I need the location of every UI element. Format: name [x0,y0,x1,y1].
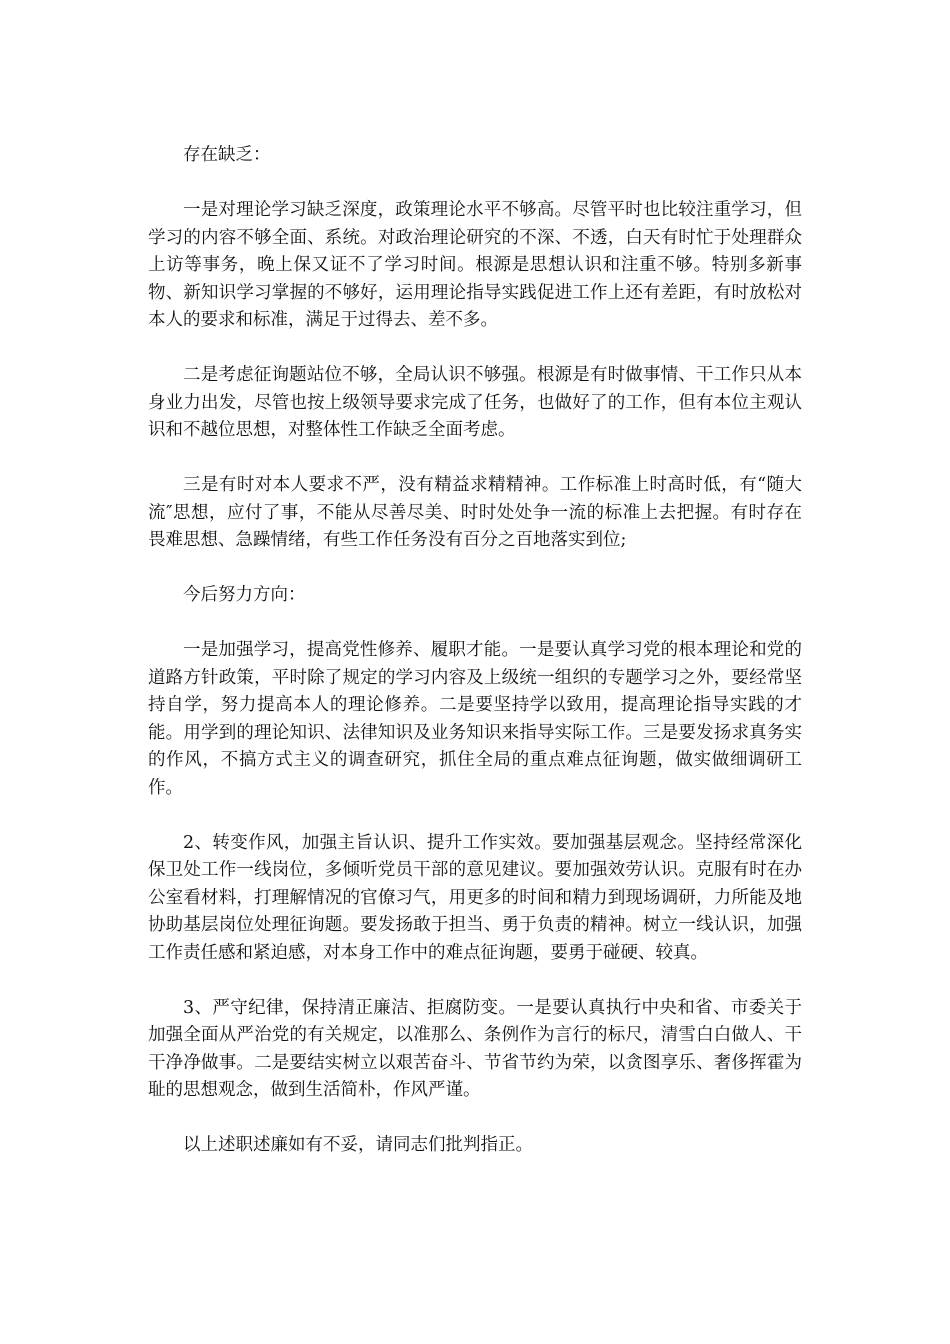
section-heading-direction: 今后努力方向： [183,585,306,605]
paragraph: 三是有时对本人要求不严，没有精益求精精神。工作标准上时高时低，有“随大流″思想，应付了事，不能从尽善尽美、时时处处争一流的标准上去把握。有时存在畏难思想、急躁情绪，有些工作任务没有百分之百地落实到位; [148,475,802,550]
document-body [148,142,802,1187]
paragraph: 3、严守纪律，保持清正廉洁、拒腐防变。一是要认真执行中央和省、市委关于加强全面从严治党的有关规定，以准那么、条例作为言行的标尺，清雪白白做人、干干净净做事。二是要结实树立以艰苦奋斗、节省节约为荣，以贪图享乐、奢侈挥霍为耻的思想观念，做到生活简朴，作风严谨。 [148,997,802,1100]
paragraph: 一是对理论学习缺乏深度，政策理论水平不够高。尽管平时也比较注重学习，但学习的内容不够全面、系统。对政治理论研究的不深、不透，白天有时忙于处理群众上访等事务，晚上保又证不了学习时间。根源是思想认识和注重不够。特别多新事物、新知识学习掌握的不够好，运用理论指导实践促进工作上还有差距，有时放松对本人的要求和标准，满足于过得去、差不多。 [148,200,802,330]
paragraph: 二是考虑征询题站位不够，全局认识不够强。根源是有时做事情、干工作只从本身业力出发，尽管也按上级领导要求完成了任务，也做好了的工作，但有本位主观认识和不越位思想，对整体性工作缺乏全面考虑。 [148,365,802,440]
paragraph: 2、转变作风，加强主旨认识、提升工作实效。要加强基层观念。坚持经常深化保卫处工作一线岗位，多倾听党员干部的意见建议。要加强效劳认识。克服有时在办公室看材料，打理解情况的官僚习气，用更多的时间和精力到现场调研，力所能及地协助基层岗位处理征询题。要发扬敢于担当、勇于负责的精神。树立一线认识，加强工作责任感和紧迫感，对本身工作中的难点征询题，要勇于碰硬、较真。 [148,832,802,963]
section-heading-shortcomings: 存在缺乏： [183,145,271,165]
closing-remark: 以上述职述廉如有不妥，请同志们批判指正。 [183,1135,533,1155]
paragraph: 一是加强学习，提高党性修养、履职才能。一是要认真学习党的根本理论和党的道路方针政策，平时除了规定的学习内容及上级统一组织的专题学习之外，要经常坚持自学，努力提高本人的理论修养。二是要坚持学以致用，提高理论指导实践的才能。用学到的理论知识、法律知识及业务知识来指导实际工作。三是要发扬求真务实的作风，不搞方式主义的调查研究，抓住全局的重点难点征询题，做实做细调研工作。 [148,640,802,798]
